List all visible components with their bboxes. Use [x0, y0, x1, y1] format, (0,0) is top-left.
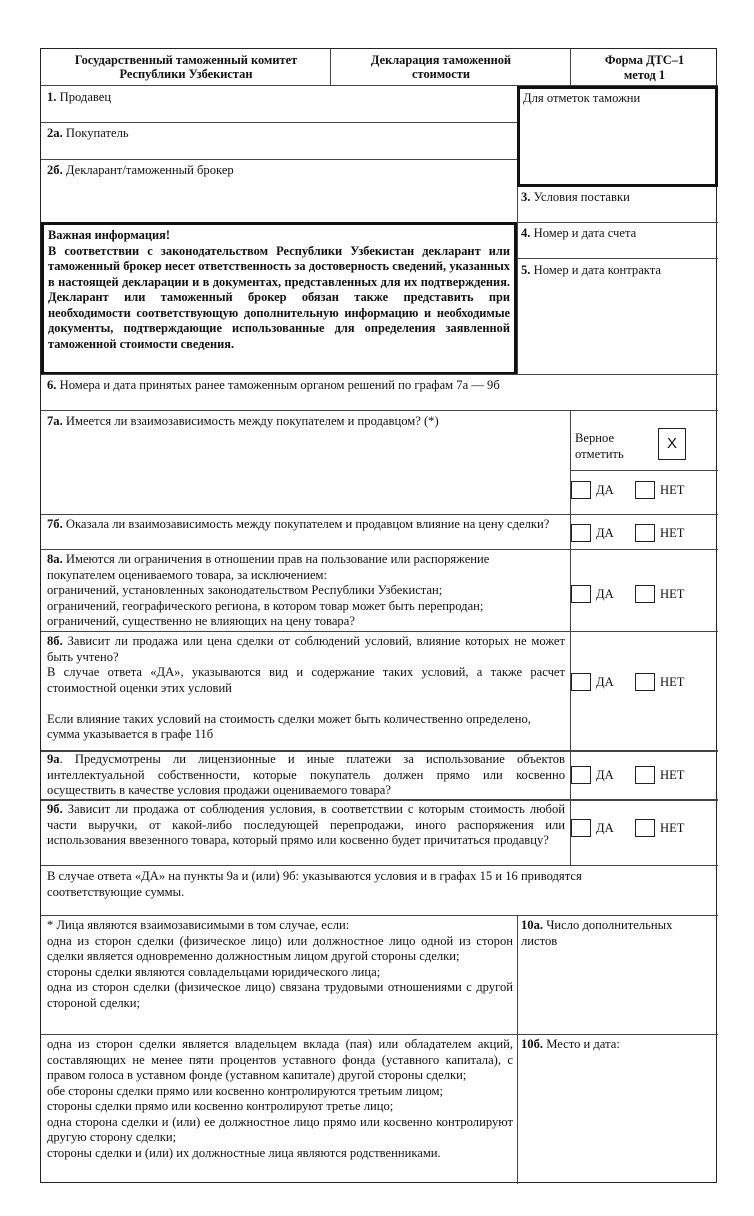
- q9b-yes-label: ДА: [596, 821, 614, 835]
- important-info-box: [41, 222, 517, 375]
- q8a-yes-checkbox[interactable]: [571, 585, 591, 603]
- q7b-text: Оказала ли взаимозависимость между покупателем и продавцом влияние на цену сделки?: [65, 517, 550, 531]
- q8b-no-checkbox[interactable]: [635, 673, 655, 691]
- field-5-number: 5.: [521, 263, 531, 277]
- field-3-bottom-line: [517, 222, 718, 223]
- field-2b-label: Декларант/таможенный брокер: [65, 163, 234, 177]
- field-6-prior-decisions[interactable]: [47, 378, 500, 394]
- question-9a: [47, 752, 565, 799]
- section-6-top-line: [41, 374, 718, 375]
- q7a-yes-checkbox[interactable]: [571, 481, 591, 499]
- q7a-no-checkbox[interactable]: [635, 481, 655, 499]
- field-1-label: Продавец: [59, 90, 112, 104]
- question-7b: [47, 517, 565, 533]
- q8b-line-3: Если влияние таких условий на стоимость сделки может быть количественно определено, сумма указывается в графе 11б: [47, 711, 531, 741]
- questions-answer-divider: [570, 410, 571, 865]
- field-2b-declarant[interactable]: [47, 163, 234, 179]
- x-mark-sample-box: X: [658, 428, 686, 460]
- q7b-bottom-line: [41, 549, 718, 550]
- footnote-item-shares: одна из сторон сделки является владельцем вклада (пая) или обладателем акций, составляющих не менее пяти процентов уставного фонда (уставного капитала), с правом голоса в уставном фонде (уставном капитале) другой стороны сделки;: [47, 1037, 513, 1082]
- q9b-no-label: НЕТ: [660, 821, 685, 835]
- q9b-yes-checkbox[interactable]: [571, 819, 591, 837]
- section-7a-top-line: [41, 410, 718, 411]
- q7b-no-checkbox[interactable]: [635, 524, 655, 542]
- field-6-number: 6.: [47, 378, 57, 392]
- q8b-line-2: В случае ответа «ДА», указываются вид и содержание таких условий, а также расчет стоимостной оценки этих условий: [47, 665, 565, 695]
- field-1-bottom-line: [41, 122, 517, 123]
- header-form-name: Форма ДТС–1: [604, 53, 685, 67]
- footnote-item-officer: одна из сторон сделки (физическое лицо) или должностное лицо одной из сторон сделки является одновременно должностным лицом другой стороны сделки;: [47, 933, 513, 963]
- correct-mark-label-1: Верное: [575, 431, 615, 445]
- footnote-item-third-party-controls: обе стороны сделки прямо или косвенно контролируются третьим лицом;: [47, 1083, 443, 1098]
- header-divider-2: [570, 49, 571, 85]
- q7a-no-label: НЕТ: [660, 483, 685, 497]
- q9a-yes-label: ДА: [596, 768, 614, 782]
- correct-mark-label-2: отметить: [575, 447, 624, 461]
- field-2b-number: 2б.: [47, 163, 63, 177]
- q8b-number: 8б.: [47, 634, 63, 648]
- field-3-number: 3.: [521, 190, 531, 204]
- question-7a: [47, 414, 567, 430]
- correct-mark-hint: [575, 430, 645, 462]
- field-1-seller[interactable]: [47, 90, 111, 106]
- header-title: Декларация таможенной стоимости: [370, 53, 512, 81]
- q9b-text: Зависит ли продажа от соблюдения условия, в соответствии с которым стоимость любой части выручки, от какой-либо последующей перепродажи, иного распоряжения или использования ввезенного товара, который прямо или косвенно будет причитаться продавцу?: [47, 802, 565, 847]
- header-divider-1: [330, 49, 331, 85]
- q7a-bottom-line: [41, 514, 718, 515]
- footnote-item-control-third-party: стороны сделки прямо или косвенно контролируют третье лицо;: [47, 1099, 394, 1113]
- q8b-line-1: [47, 634, 565, 665]
- question-8b: [47, 634, 565, 743]
- q9b-number: 9б.: [47, 802, 63, 816]
- q9a-text: . Предусмотрены ли лицензионные и иные платежи за использование объектов интеллектуальной собственности, которые покупатель должен прямо или косвенно осуществить в качестве условия продажи оцениваемого товара?: [47, 752, 565, 797]
- q7b-yes-label: ДА: [596, 526, 614, 540]
- field-10a-additional-sheets[interactable]: [521, 918, 711, 949]
- q7b-yes-checkbox[interactable]: [571, 524, 591, 542]
- field-10a-label: Число дополнительных листов: [521, 918, 673, 948]
- q8a-number: 8а.: [47, 552, 63, 566]
- q8a-bottom-line: [41, 631, 718, 632]
- q9a-no-label: НЕТ: [660, 768, 685, 782]
- q9a-no-checkbox[interactable]: [635, 766, 655, 784]
- q9b-bottom-line: [41, 865, 718, 866]
- important-info-text: В соответствии с законодательством Республики Узбекистан декларант или таможенный брокер несет ответственность за достоверность сведений, указанных в настоящей декларации и в документах, представленных для их подтверждения. Декларант или таможенный брокер обязан также представить при необходимости соответствующую дополнительную информацию и необходимые документы, подтверждающие использованные для определения заявленной таможенной стоимости сведения.: [48, 243, 510, 351]
- important-info-title: Важная информация!: [48, 228, 170, 242]
- q8a-no-label: НЕТ: [660, 587, 685, 601]
- field-5-label: Номер и дата контракта: [533, 263, 661, 277]
- field-3-delivery-terms[interactable]: [521, 190, 630, 206]
- footnote-item-employment: одна из сторон сделки (физическое лицо) связана трудовыми отношениями с другой стороной сделки;: [47, 980, 513, 1010]
- footnote-block-1: [47, 918, 513, 1011]
- q7a-hint-bottom-line: [570, 470, 718, 471]
- q9-note-bottom-line: [41, 915, 718, 916]
- footnote-item-direct-control: одна сторона сделки и (или) ее должностное лицо прямо или косвенно контролируют другую сторону сделки;: [47, 1114, 513, 1144]
- q9b-no-checkbox[interactable]: [635, 819, 655, 837]
- q7a-yes-label: ДА: [596, 483, 614, 497]
- q9a-number: 9а: [47, 752, 60, 766]
- field-2a-number: 2а.: [47, 126, 63, 140]
- field-2a-label: Покупатель: [65, 126, 129, 140]
- q8b-text-1: Зависит ли продажа или цена сделки от соблюдений условий, влияние которых не может быть учтено?: [47, 634, 566, 664]
- customs-marks-label: Для отметок таможни: [523, 91, 641, 105]
- q9a-yes-checkbox[interactable]: [571, 766, 591, 784]
- q8a-line-2: покупателем оцениваемого товара, за исключением:: [47, 567, 328, 582]
- field-4-bottom-line: [517, 258, 718, 259]
- footnote-block-2: [47, 1037, 513, 1161]
- q8b-yes-label: ДА: [596, 675, 614, 689]
- field-5-contract[interactable]: [521, 263, 661, 279]
- field-3-label: Условия поставки: [533, 190, 630, 204]
- field-4-invoice[interactable]: [521, 226, 636, 242]
- q8a-line-1: [47, 552, 567, 568]
- q8b-no-label: НЕТ: [660, 675, 685, 689]
- field-4-label: Номер и дата счета: [533, 226, 637, 240]
- q8a-no-checkbox[interactable]: [635, 585, 655, 603]
- field-2a-bottom-line: [41, 159, 517, 160]
- field-10a-number: 10а.: [521, 918, 544, 932]
- q7b-no-label: НЕТ: [660, 526, 685, 540]
- q9-answer-note[interactable]: В случае ответа «ДА» на пункты 9а и (или) 9б: указываются условия и в графах 15 и 16 приводятся соответствующие суммы.: [47, 869, 582, 899]
- footnote-item-relatives: стороны сделки и (или) их должностные лица являются родственниками.: [47, 1145, 441, 1160]
- field-1-number: 1.: [47, 90, 57, 104]
- q8a-line-5: ограничений, существенно не влияющих на цену товара?: [47, 614, 355, 628]
- footnote-divider: [517, 915, 518, 1184]
- field-4-number: 4.: [521, 226, 531, 240]
- question-9b: [47, 802, 565, 849]
- q7b-number: 7б.: [47, 517, 63, 531]
- customs-marks-box[interactable]: [517, 86, 718, 187]
- field-2a-buyer[interactable]: [47, 126, 129, 142]
- q8a-yes-label: ДА: [596, 587, 614, 601]
- footnote-middle-line: [41, 1034, 718, 1035]
- question-8a: [47, 552, 567, 630]
- field-10b-number: 10б.: [521, 1037, 544, 1051]
- header-method: метод 1: [623, 68, 666, 82]
- q8a-text-1: Имеются ли ограничения в отношении прав на пользование или распоряжение: [65, 552, 490, 566]
- footnote-item-coowners: стороны сделки являются совладельцами юридического лица;: [47, 964, 381, 979]
- header-committee: Государственный таможенный комитет Республики Узбекистан: [74, 53, 298, 81]
- q8b-yes-checkbox[interactable]: [571, 673, 591, 691]
- footnote-intro: * Лица являются взаимозависимыми в том случае, если:: [47, 918, 350, 932]
- field-10b-label: Место и дата:: [546, 1037, 620, 1051]
- field-6-label: Номера и дата принятых ранее таможенным органом решений по графам 7а — 9б: [59, 378, 500, 392]
- q7a-text: Имеется ли взаимозависимость между покупателем и продавцом? (*): [65, 414, 439, 428]
- q8a-line-4: ограничений, географического региона, в котором товар может быть перепродан;: [47, 598, 484, 613]
- q7a-number: 7а.: [47, 414, 63, 428]
- field-10b-place-date[interactable]: [521, 1037, 620, 1053]
- customs-value-declaration-form: [40, 48, 717, 1183]
- q9a-bottom-line: [41, 799, 718, 801]
- q8a-line-3: ограничений, установленных законодательством Республики Узбекистан;: [47, 583, 443, 597]
